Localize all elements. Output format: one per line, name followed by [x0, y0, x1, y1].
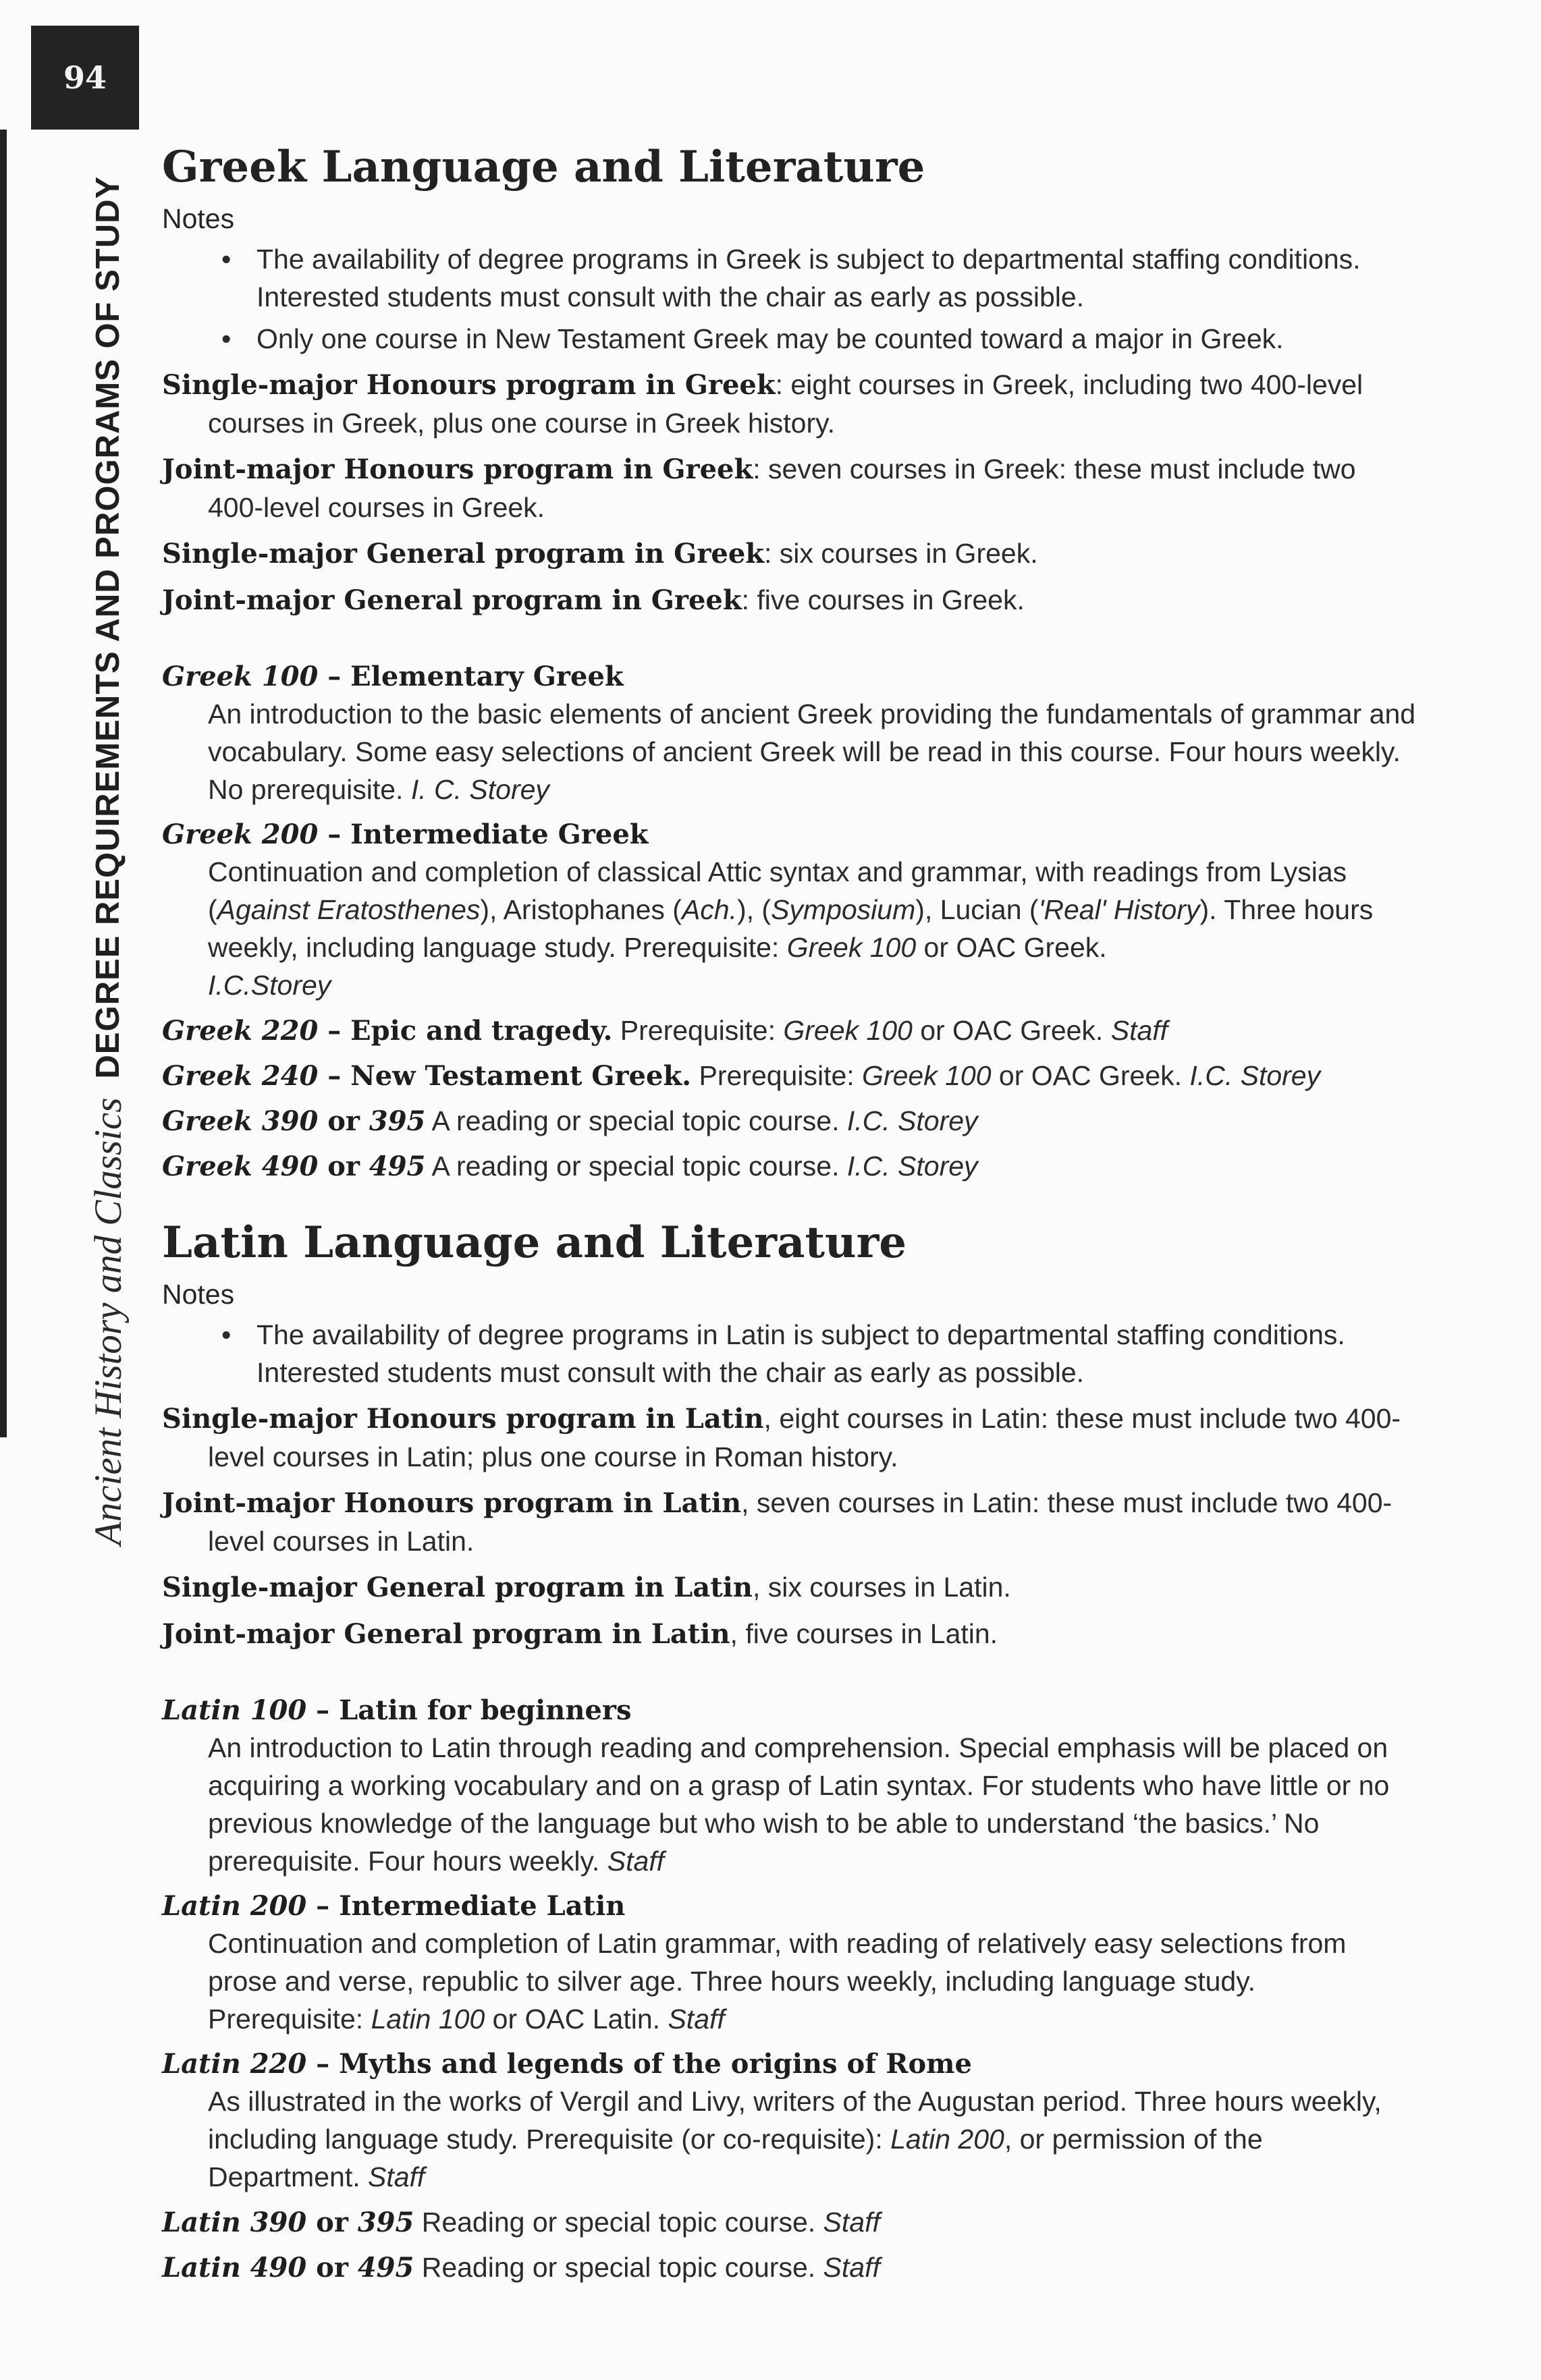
course-entry	[162, 1148, 1417, 1185]
course-description: As illustrated in the works of Vergil and Livy, writers of the Augustan period. Three hours weekly, including language study. Prerequisite (or co-requisite): Latin 200, or permission of the Department. Staff	[208, 2085, 1382, 2192]
bullet-icon: •	[221, 243, 232, 275]
program-requirement: Single-major Honours program in Latin, eight courses in Latin: these must include two 400-level courses in Latin; plus one course in Roman history.	[162, 1402, 1401, 1472]
greek-section	[162, 142, 1417, 1185]
program-requirement: Single-major General program in Latin, six courses in Latin.	[162, 1571, 1011, 1603]
course-description: An introduction to the basic elements of ancient Greek providing the fundamentals of grammar and vocabulary. Some easy selections of ancient Greek will be read in this course. Four hours weekly. No prerequisite. I. C. Storey	[208, 698, 1416, 805]
course-title: Greek 220 – Epic and tragedy. Prerequisite: Greek 100 or OAC Greek. Staff	[162, 1014, 1168, 1047]
program-requirement: Single-major General program in Greek: six courses in Greek.	[162, 537, 1038, 570]
course-entry	[162, 1057, 1417, 1095]
course-title: Greek 200 – Intermediate Greek	[162, 818, 649, 850]
program-requirement: Joint-major General program in Greek: five courses in Greek.	[162, 584, 1025, 616]
course-title: Greek 100 – Elementary Greek	[162, 660, 624, 692]
notes-label: Notes	[162, 1278, 235, 1310]
running-head	[74, 128, 142, 1545]
course-entry	[162, 1888, 1417, 2038]
course-entry	[162, 1103, 1417, 1140]
notes-label: Notes	[162, 202, 235, 234]
note-item: • Only one course in New Testament Greek may be counted toward a major in Greek.	[162, 320, 1417, 358]
program-requirement: Joint-major General program in Latin, five courses in Latin.	[162, 1617, 998, 1650]
program-requirement: Joint-major Honours program in Greek: seven courses in Greek: these must include two 400-level courses in Greek.	[162, 453, 1356, 523]
course-entry	[162, 1692, 1417, 1880]
section-heading: Latin Language and Literature	[162, 1217, 907, 1268]
course-title: Latin 490 or 495 Reading or special topic course. Staff	[162, 2251, 880, 2284]
course-title: Greek 240 – New Testament Greek. Prerequisite: Greek 100 or OAC Greek. I.C. Storey	[162, 1059, 1321, 1092]
latin-section	[162, 1217, 1417, 2286]
bullet-icon: •	[221, 1319, 232, 1350]
note-item: • The availability of degree programs in Latin is subject to departmental staffing conditions. Interested students must consult with the chair as early as possible.	[162, 1316, 1417, 1391]
course-title: Latin 200 – Intermediate Latin	[162, 1889, 626, 1922]
course-entry	[162, 2249, 1417, 2286]
course-entry	[162, 1012, 1417, 1049]
course-title: Greek 390 or 395 A reading or special topic course. I.C. Storey	[162, 1105, 978, 1137]
program-requirement: Joint-major Honours program in Latin, seven courses in Latin: these must include two 400-level courses in Latin.	[162, 1487, 1393, 1557]
course-entry	[162, 2046, 1417, 2196]
page-number: 94	[31, 26, 139, 130]
running-head-chapter: DEGREE REQUIREMENTS AND PROGRAMS OF STUDY	[90, 175, 126, 1079]
side-tab-bar	[0, 130, 7, 1437]
course-title: Latin 100 – Latin for beginners	[162, 1694, 632, 1726]
course-title: Latin 390 or 395 Reading or special topic course. Staff	[162, 2206, 880, 2238]
course-entry	[162, 659, 1417, 808]
course-title: Greek 490 or 495 A reading or special topic course. I.C. Storey	[162, 1150, 978, 1182]
running-head-section: Ancient History and Classics	[86, 1097, 130, 1545]
bullet-icon: •	[221, 323, 232, 354]
section-heading: Greek Language and Literature	[162, 142, 925, 192]
course-description: Continuation and completion of classical Attic syntax and grammar, with readings from Lysias (Against Eratosthenes), Aristophanes (Ach.), (Symposium), Lucian ('Real' History). Three hours weekly, including language study. Prerequisite: Greek 100 or OAC Greek. I.C.Storey	[208, 856, 1374, 1001]
program-requirement: Single-major Honours program in Greek: eight courses in Greek, including two 400-level courses in Greek, plus one course in Greek history.	[162, 368, 1363, 439]
note-item: • The availability of degree programs in Greek is subject to departmental staffing conditions. Interested students must consult with the chair as early as possible.	[162, 240, 1417, 316]
course-description: An introduction to Latin through reading and comprehension. Special emphasis will be placed on acquiring a working vocabulary and on a grasp of Latin syntax. For students who have little or no previous knowledge of the language but who wish to be able to understand ‘the basics.’ No prerequisite. Four hours weekly. Staff	[208, 1732, 1390, 1877]
course-description: Continuation and completion of Latin grammar, with reading of relatively easy selections from prose and verse, republic to silver age. Three hours weekly, including language study. Prerequisite: Latin 100 or OAC Latin. Staff	[208, 1927, 1347, 2035]
page-content	[162, 142, 1417, 2286]
course-entry	[162, 2204, 1417, 2241]
course-entry	[162, 817, 1417, 1004]
course-title: Latin 220 – Myths and legends of the origins of Rome	[162, 2047, 972, 2080]
